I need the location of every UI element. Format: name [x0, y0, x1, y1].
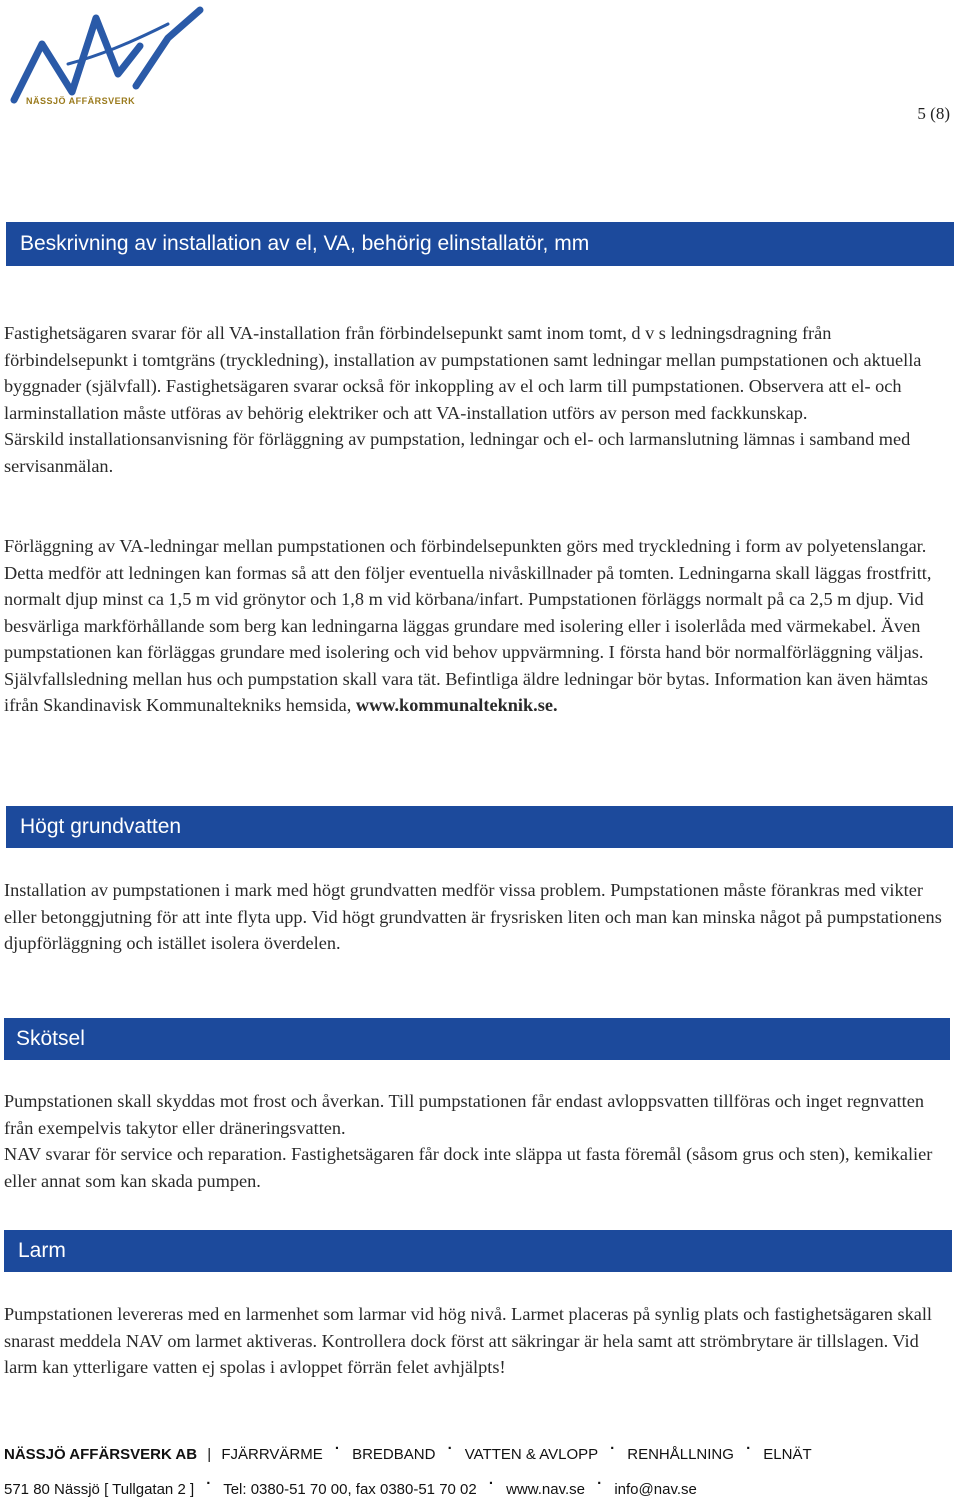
section-heading-larm	[4, 1230, 952, 1272]
footer-address: 571 80 Nässjö [ Tullgatan 2 ]	[4, 1481, 195, 1498]
logo-wordmark: NÄSSJÖ AFFÄRSVERK	[26, 96, 136, 106]
footer-website-link[interactable]: www.nav.se	[506, 1481, 585, 1498]
footer-service: VATTEN & AVLOPP	[464, 1446, 598, 1463]
footer-service: FJÄRRVÄRME	[221, 1446, 323, 1463]
section-heading-text: Högt grundvatten	[20, 815, 182, 838]
paragraph-larm	[4, 1301, 950, 1381]
footer-service: BREDBAND	[352, 1446, 436, 1463]
footer-company: NÄSSJÖ AFFÄRSVERK AB	[4, 1446, 198, 1463]
footer-dot: ·	[447, 1440, 453, 1457]
section-heading-text: Larm	[18, 1239, 66, 1262]
paragraph-text: Pumpstationen skall skyddas mot frost och åverkan. Till pumpstationen får endast avloppsvatten tillföras och inget regnvatten från exempelvis takytor eller dräneringsvatten.	[4, 1091, 924, 1138]
kommunalteknik-link[interactable]: www.kommunalteknik.se.	[355, 695, 558, 715]
paragraph-text: Särskild installationsanvisning för förläggning av pumpstation, ledningar och el- och larmanslutning lämnas i samband med servisanmälan.	[4, 429, 911, 476]
paragraph-text: NAV svarar för service och reparation. Fastighetsägaren får dock inte släppa ut fasta föremål (såsom grus och sten), kemikalier eller annat som kan skada pumpen.	[4, 1144, 933, 1191]
paragraph-text: Pumpstationen levereras med en larmenhet som larmar vid hög nivå. Larmet placeras på synlig plats och fastighetsägaren skall snarast meddela NAV om larmet aktiveras. Kontrollera dock först att säkringar är hela samt att strömbrytare är tillslagen. Vid larm kan ytterligare vatten ej spolas i avloppet förrän felet avhjälpts!	[4, 1304, 932, 1377]
footer-dot: ·	[206, 1475, 212, 1492]
section-heading-text: Skötsel	[16, 1027, 85, 1050]
footer-line-2	[4, 1475, 954, 1498]
footer-dot: ·	[597, 1475, 603, 1492]
paragraph-installation-1	[4, 320, 950, 479]
paragraph-text: Installation av pumpstationen i mark med högt grundvatten medför vissa problem. Pumpstationen måste förankras med vikter eller betonggjutning för att inte flyta upp. Vid högt grundvatten är frysrisken liten och man kan minska något på pumpstationens djupförläggning och istället isolera överdelen.	[4, 880, 942, 953]
paragraph-text: Fastighetsägaren svarar för all VA-installation från förbindelsepunkt samt inom tomt, d v s ledningsdragning från förbindelsepunkt i tomtgräns (tryckledning), installation av pumpstationen samt ledningar mellan pumpstationen och aktuella byggnader (självfall). Fastighetsägaren svarar också för inkoppling av el och larm till pumpstationen. Observera att el- och larminstallation måste utföras av behörig elektriker och att VA-installation utförs av person med fackkunskap.	[4, 323, 922, 423]
paragraph-text: Förläggning av VA-ledningar mellan pumpstationen och förbindelsepunkten görs med tryckledning i form av polyetenslangar. Detta medför att ledningen kan formas så att den följer eventuella nivåskillnader på tomten. Ledningarna skall läggas frostfritt, normalt djup minst ca 1,5 m vid grönytor och 1,8 m vid körbana/infart. Pumpstationen förläggs normalt på ca 2,5 m djup. Vid besvärliga markförhållande som berg kan ledningarna läggas grundare med isolering eller i isolerlåda med värmekabel. Även pumpstationen kan förläggas grundare med isolering och vid behov uppvärmning. I första hand bör normalförläggning väljas. Självfallsledning mellan hus och pumpstation skall vara tät. Befintliga äldre ledningar bör bytas. Information kan även hämtas ifrån Skandinavisk Kommunaltekniks hemsida,	[4, 536, 932, 715]
footer-service: ELNÄT	[763, 1446, 812, 1463]
section-heading-grundvatten	[6, 806, 953, 848]
section-heading-skotsel	[4, 1018, 950, 1060]
footer-service: RENHÅLLNING	[627, 1446, 734, 1463]
footer-dot: ·	[488, 1475, 494, 1492]
paragraph-installation-2	[4, 533, 950, 719]
footer-line-1	[4, 1440, 954, 1463]
section-heading-installation	[6, 222, 954, 266]
footer-dot: ·	[746, 1440, 752, 1457]
footer-email-link[interactable]: info@nav.se	[614, 1481, 697, 1498]
paragraph-grundvatten	[4, 877, 950, 957]
section-heading-text: Beskrivning av installation av el, VA, behörig elinstallatör, mm	[20, 232, 590, 255]
page-number: 5 (8)	[917, 104, 950, 123]
paragraph-skotsel	[4, 1088, 950, 1194]
footer-separator: |	[207, 1446, 212, 1463]
footer-dot: ·	[334, 1440, 340, 1457]
footer-phone-fax: Tel: 0380-51 70 00, fax 0380-51 70 02	[223, 1481, 477, 1498]
footer-dot: ·	[610, 1440, 616, 1457]
